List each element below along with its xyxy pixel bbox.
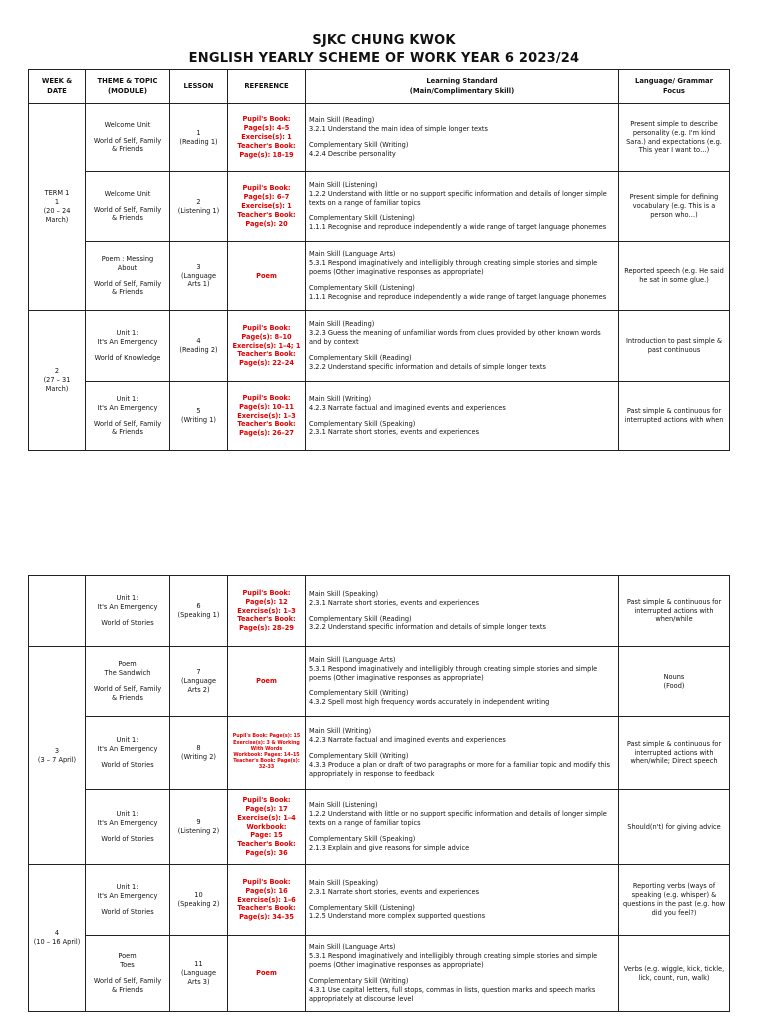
reference-cell [228,104,306,172]
cell-line: Pupil's Book: [242,184,291,193]
cell-line [309,970,615,977]
cell-line: World of Stories [101,618,154,627]
cell-line: Arts 1) [187,280,210,289]
cell-line: World of Stories [101,834,154,843]
cell-line: Complementary Skill (Speaking) [309,419,416,428]
table-row [29,382,730,451]
cell-line [89,678,166,685]
grammar-focus-cell [619,104,730,172]
cell-line: 1.2.5 Understand more complex supported questions [309,912,486,921]
lesson-cell [170,382,228,451]
cell-line: 3.2.1 Understand the main idea of simple longer texts [309,125,488,134]
cell-line: 3.2.2 Understand specific information and details of simple longer texts [309,623,546,632]
cell-line: 5.3.1 Respond imaginatively and intelligibly through creating simple stories and simple poems (Other imaginative responses as appropriate) [309,259,598,277]
cell-line: (Writing 2) [181,753,216,761]
table-row [29,790,730,865]
cell-line: 3 [54,746,60,755]
cell-line: Poem [118,660,137,669]
cell-line [89,273,166,280]
col-standard-header: Learning Standard (Main/Complimentary Skill) [306,70,619,104]
cell-line: Exercise(s): 3 & Working [233,740,300,746]
cell-line: Unit 1: [116,394,139,403]
cell-line: 1.2.2 Understand with little or no support specific information and details of longer simple texts on a range of familiar topics [309,810,607,828]
cell-line [89,347,166,354]
scheme-table-page-2 [28,575,730,1012]
cell-line: World of Self, Family [93,419,162,428]
cell-line: 4 [196,337,201,346]
week-cell [29,865,86,1012]
lesson-cell [170,790,228,865]
table-row [29,172,730,242]
cell-line: Teacher's Book: [237,840,296,849]
cell-line: (3 – 7 April) [37,755,77,764]
cell-line: Unit 1: [116,883,139,892]
cell-line: Poem [256,969,277,978]
cell-line [89,828,166,835]
cell-line: 4.3.3 Produce a plan or draft of two paragraphs or more for a familiar topic and modify this appropriately in response to feedback [309,760,610,778]
cell-line: (Reading 1) [179,137,218,146]
cell-line: (Listening 2) [177,827,220,835]
cell-line [309,207,615,214]
reference-cell [228,647,306,717]
cell-line: 4 [54,929,60,938]
cell-line [89,199,166,206]
cell-line: Page(s): 4–5 [243,124,290,133]
cell-line: Exercise(s): 1–6 [237,895,296,904]
cell-line: Should(n't) for giving advice [627,822,721,831]
cell-line: Past simple & continuous for interrupted actions with when/while [626,597,722,624]
cell-line: 3.2.3 Guess the meaning of unfamiliar words from clues provided by other known words and by context [309,329,601,347]
lesson-cell [170,936,228,1012]
cell-line: Pupil's Book: [242,115,291,124]
cell-line: 1 [196,128,201,137]
cell-line: 5 [196,407,201,416]
cell-line: About [117,263,138,272]
cell-line: Page(s): 36 [245,849,288,858]
cell-line: 3 [196,262,201,271]
cell-line: & Friends [112,288,143,297]
cell-line [309,134,615,141]
theme-cell [86,717,170,790]
cell-line: Welcome Unit [104,120,151,129]
cell-line: World of Self, Family [93,977,162,985]
cell-line: 4.2.4 Describe personality [309,149,396,158]
cell-line: Exercise(s): 1–3 [237,411,296,420]
cell-line: (Food) [663,681,685,690]
cell-line [89,612,166,619]
cell-line: Page(s): 16 [245,886,288,895]
cell-line: Main Skill (Speaking) [309,878,379,887]
cell-line: 3.2.2 Understand specific information and details of simple longer texts [309,362,546,371]
cell-line: Main Skill (Language Arts) [309,943,396,952]
cell-line: 2.3.1 Narrate short stories, events and experiences [309,428,480,437]
learning-standard-cell [306,936,619,1012]
cell-line: With Words [250,746,283,752]
cell-line: Poem [256,677,277,686]
theme-cell [86,242,170,311]
cell-line: Teacher's Book: Page(s): [233,759,300,765]
cell-line: 2.3.1 Narrate short stories, events and experiences [309,598,480,607]
week-cell [29,647,86,865]
cell-line: Teacher's Book: [237,420,296,429]
table-row [29,104,730,172]
cell-line: It's An Emergency [97,603,158,612]
theme-cell [86,790,170,865]
cell-line [89,130,166,137]
cell-line: It's An Emergency [97,338,158,347]
cell-line: World of Self, Family [93,136,162,145]
cell-line: World of Knowledge [94,353,161,362]
cell-line: 9 [196,818,201,827]
cell-line: 2 [54,367,60,376]
theme-cell [86,311,170,382]
cell-line: & Friends [112,145,143,154]
cell-line: 6 [196,602,201,611]
cell-line: March) [45,215,69,224]
theme-cell [86,382,170,451]
cell-line: Pupil's Book: [242,393,291,402]
table-row [29,936,730,1012]
learning-standard-cell [306,382,619,451]
cell-line: Main Skill (Language Arts) [309,655,396,664]
cell-line: Present simple for defining vocabulary (e.g. This is a person who…) [629,193,719,219]
reference-cell [228,865,306,936]
theme-cell [86,865,170,936]
table-row [29,311,730,382]
cell-line: Teacher's Book: [237,141,296,150]
cell-line: Main Skill (Reading) [309,320,375,329]
grammar-focus-cell [619,242,730,311]
cell-line: March) [45,384,69,393]
cell-line: Exercise(s): 1 [241,133,292,142]
cell-line: Poem : Messing [101,254,154,263]
cell-line: 1.2.2 Understand with little or no support specific information and details of longer simple texts on a range of familiar topics [309,189,607,207]
cell-line: TERM 1 [44,189,70,198]
cell-line: Teacher's Book: [237,615,296,624]
cell-line: (20 – 24 [43,207,71,215]
col-week-header: WEEK & DATE [29,70,86,104]
table-row [29,865,730,936]
cell-line: Page(s): 34–35 [239,913,294,922]
cell-line [89,970,166,977]
cell-line: Exercise(s): 1–4 [237,813,296,822]
cell-line: 10 [194,891,203,900]
cell-line [309,413,615,420]
cell-line: Complementary Skill (Listening) [309,214,415,223]
cell-line: Main Skill (Writing) [309,727,372,736]
cell-line: 1 [54,198,60,207]
cell-line: Pupil's Book: [242,877,291,886]
cell-line: 8 [196,744,201,753]
cell-line: Present simple to describe personality (e.g. I'm kind Sara.) and expectations (e.g. This year I want to…) [626,119,722,155]
cell-line: Complementary Skill (Writing) [309,977,409,985]
week-cell [29,311,86,451]
cell-line [309,347,615,354]
cell-line: Complementary Skill (Reading) [309,353,412,362]
cell-line: World of Stories [101,760,154,769]
table-row [29,717,730,790]
cell-line: Reported speech (e.g. He said he sat in some glue.) [624,267,724,284]
theme-cell [86,576,170,647]
cell-line: 2.3.1 Narrate short stories, events and experiences [309,887,480,896]
lesson-cell [170,865,228,936]
cell-line: The Sandwich [104,669,151,678]
cell-line: Exercise(s): 1–4; 1 [232,341,301,350]
cell-line [309,682,615,689]
reference-cell [228,382,306,451]
cell-line: Page(s): 22–24 [239,359,294,368]
lesson-cell [170,311,228,382]
cell-line: Page(s): 18-19 [239,150,294,159]
theme-cell [86,936,170,1012]
cell-line: It's An Emergency [97,403,158,412]
grammar-focus-cell [619,647,730,717]
cell-line: 11 [194,960,203,969]
learning-standard-cell [306,242,619,311]
cell-line: Arts 2) [187,685,210,694]
cell-line: World of Self, Family [93,205,162,214]
cell-line: Main Skill (Listening) [309,801,378,810]
cell-line: Verbs (e.g. wiggle, kick, tickle, lick, count, run, walk) [623,964,725,982]
lesson-cell [170,242,228,311]
cell-line: 7 [196,668,201,677]
cell-line: It's An Emergency [97,819,158,828]
cell-line: (Writing 1) [181,416,216,424]
cell-line: (10 – 16 April) [33,938,81,946]
grammar-focus-cell [619,172,730,242]
cell-line: 2.1.3 Explain and give reasons for simple advice [309,843,470,852]
cell-line: Complementary Skill (Writing) [309,752,409,761]
cell-line: Page(s): 6–7 [243,193,290,202]
cell-line: Main Skill (Writing) [309,394,372,403]
cell-line: Page(s): 26–27 [239,429,294,438]
lesson-cell [170,717,228,790]
grammar-focus-cell [619,717,730,790]
cell-line: Unit 1: [116,329,139,338]
lesson-cell [170,104,228,172]
week-cell [29,104,86,311]
cell-line: World of Stories [101,907,154,916]
cell-line [309,608,615,615]
cell-line: Workbook: Pages: 14–15 [233,753,300,758]
learning-standard-cell [306,865,619,936]
cell-line: Poem [118,952,137,961]
theme-cell [86,647,170,717]
lesson-cell [170,172,228,242]
cell-line: 1.1.1 Recognise and reproduce independently a wide range of target language phonemes [309,223,607,232]
cell-line: World of Self, Family [93,685,162,693]
cell-line: & Friends [112,985,143,994]
cell-line: (Language [180,969,217,978]
cell-line: & Friends [112,428,143,437]
cell-line: World of Self, Family [93,279,162,288]
scheme-table-page-1 [28,69,730,451]
cell-line: 5.3.1 Respond imaginatively and intelligibly through creating simple stories and simple poems (Other imaginative responses as appropriate) [309,952,598,970]
cell-line: Workbook: [246,822,287,831]
cell-line: Complementary Skill (Writing) [309,141,409,149]
cell-line: Complementary Skill (Speaking) [309,834,416,843]
cell-line: Arts 3) [187,977,210,986]
reference-cell [228,717,306,790]
cell-line: Pupil's Book: [242,795,291,804]
learning-standard-cell [306,104,619,172]
grammar-focus-cell [619,936,730,1012]
cell-line: Main Skill (Language Arts) [309,250,396,259]
learning-standard-cell [306,717,619,790]
cell-line: (Speaking 1) [177,611,220,619]
cell-line: Pupil's Book: [242,323,291,332]
cell-line: It's An Emergency [97,892,158,901]
cell-line: (Listening 1) [177,206,220,215]
cell-line: Page(s): 8–10 [241,332,292,341]
cell-line: Nouns [663,672,685,681]
cell-line: Reporting verbs (ways of speaking (e.g. whisper) & questions in the past (e.g. how did you feel?) [622,882,726,917]
cell-line: 1.1.1 Recognise and reproduce independently a wide range of target language phonemes [309,292,607,301]
cell-line: Toes [120,961,135,970]
col-theme-header: THEME & TOPIC (MODULE) [86,70,170,104]
cell-line: Page(s): 17 [245,804,288,813]
cell-line: Main Skill (Listening) [309,180,378,189]
grammar-focus-cell [619,576,730,647]
lesson-cell [170,647,228,717]
cell-line: 4.2.3 Narrate factual and imagined events and experiences [309,736,506,745]
cell-line: (Reading 2) [179,346,218,354]
cell-line: Unit 1: [116,810,139,819]
reference-cell [228,242,306,311]
table-header-row [29,70,730,104]
document-title: ENGLISH YEARLY SCHEME OF WORK YEAR 6 2023/24 [188,51,580,66]
cell-line: Exercise(s): 1 [241,202,292,211]
cell-line: Complementary Skill (Writing) [309,689,409,698]
theme-cell [86,104,170,172]
col-lesson-header: LESSON [170,70,228,104]
cell-line: & Friends [112,214,143,223]
cell-line: & Friends [112,693,143,702]
cell-line: Welcome Unit [104,189,151,198]
cell-line: Page(s): 10–11 [239,402,294,411]
cell-line: Page(s): 28–29 [239,624,294,633]
cell-line [309,828,615,835]
cell-line: 4.3.2 Spell most high frequency words accurately in independent writing [309,698,550,707]
cell-line: Past simple & continuous for interrupted actions with when [624,407,724,424]
cell-line: Page(s): 20 [245,219,288,228]
cell-line [309,745,615,752]
cell-line: Complementary Skill (Reading) [309,614,412,623]
table-row [29,647,730,717]
grammar-focus-cell [619,311,730,382]
table-row [29,242,730,311]
cell-line [89,901,166,908]
cell-line: Poem [256,271,277,280]
reference-cell [228,311,306,382]
cell-line: Teacher's Book: [237,904,296,913]
cell-line: Complementary Skill (Listening) [309,903,415,912]
cell-line: (Language [180,677,217,686]
cell-line: Unit 1: [116,594,139,603]
cell-line: Main Skill (Speaking) [309,589,379,598]
cell-line: Exercise(s): 1–3 [237,606,296,615]
theme-cell [86,172,170,242]
col-reference-header: REFERENCE [228,70,306,104]
cell-line: (Language [180,271,217,280]
cell-line: 32-33 [258,765,275,771]
col-grammar-header: Language/ Grammar Focus [619,70,730,104]
week-cell [29,576,86,647]
cell-line: Past simple & continuous for interrupted actions with when/while; Direct speech [626,739,722,766]
cell-line [309,277,615,284]
learning-standard-cell [306,576,619,647]
learning-standard-cell [306,311,619,382]
reference-cell [228,790,306,865]
cell-line: (Speaking 2) [177,900,220,908]
table-row [29,576,730,647]
cell-line: Complementary Skill (Listening) [309,283,415,292]
cell-line [309,897,615,904]
cell-line: 2 [196,197,201,206]
cell-line: Page(s): 12 [245,597,288,606]
reference-cell [228,172,306,242]
cell-line: 4.3.1 Use capital letters, full stops, commas in lists, question marks and speech marks appropriately at discourse level [309,985,596,1003]
reference-cell [228,576,306,647]
cell-line: 5.3.1 Respond imaginatively and intelligibly through creating simple stories and simple poems (Other imaginative responses as appropriate) [309,664,598,682]
cell-line: It's An Emergency [97,745,158,754]
cell-line: (27 – 31 [43,376,71,385]
cell-line [89,413,166,420]
cell-line [89,754,166,761]
cell-line: Pupil's Book: Page(s): 15 [232,734,301,740]
cell-line: Teacher's Book: [237,210,296,219]
learning-standard-cell [306,172,619,242]
lesson-cell [170,576,228,647]
school-name: SJKC CHUNG KWOK [312,33,456,48]
learning-standard-cell [306,647,619,717]
cell-line: Teacher's Book: [237,350,296,359]
cell-line: Page: 15 [250,831,283,840]
learning-standard-cell [306,790,619,865]
cell-line: Unit 1: [116,736,139,745]
cell-line: Introduction to past simple & past continuous [625,337,723,354]
grammar-focus-cell [619,865,730,936]
cell-line: Pupil's Book: [242,588,291,597]
cell-line: 4.2.3 Narrate factual and imagined events and experiences [309,403,506,412]
reference-cell [228,936,306,1012]
grammar-focus-cell [619,382,730,451]
grammar-focus-cell [619,790,730,865]
cell-line: Main Skill (Reading) [309,116,375,125]
